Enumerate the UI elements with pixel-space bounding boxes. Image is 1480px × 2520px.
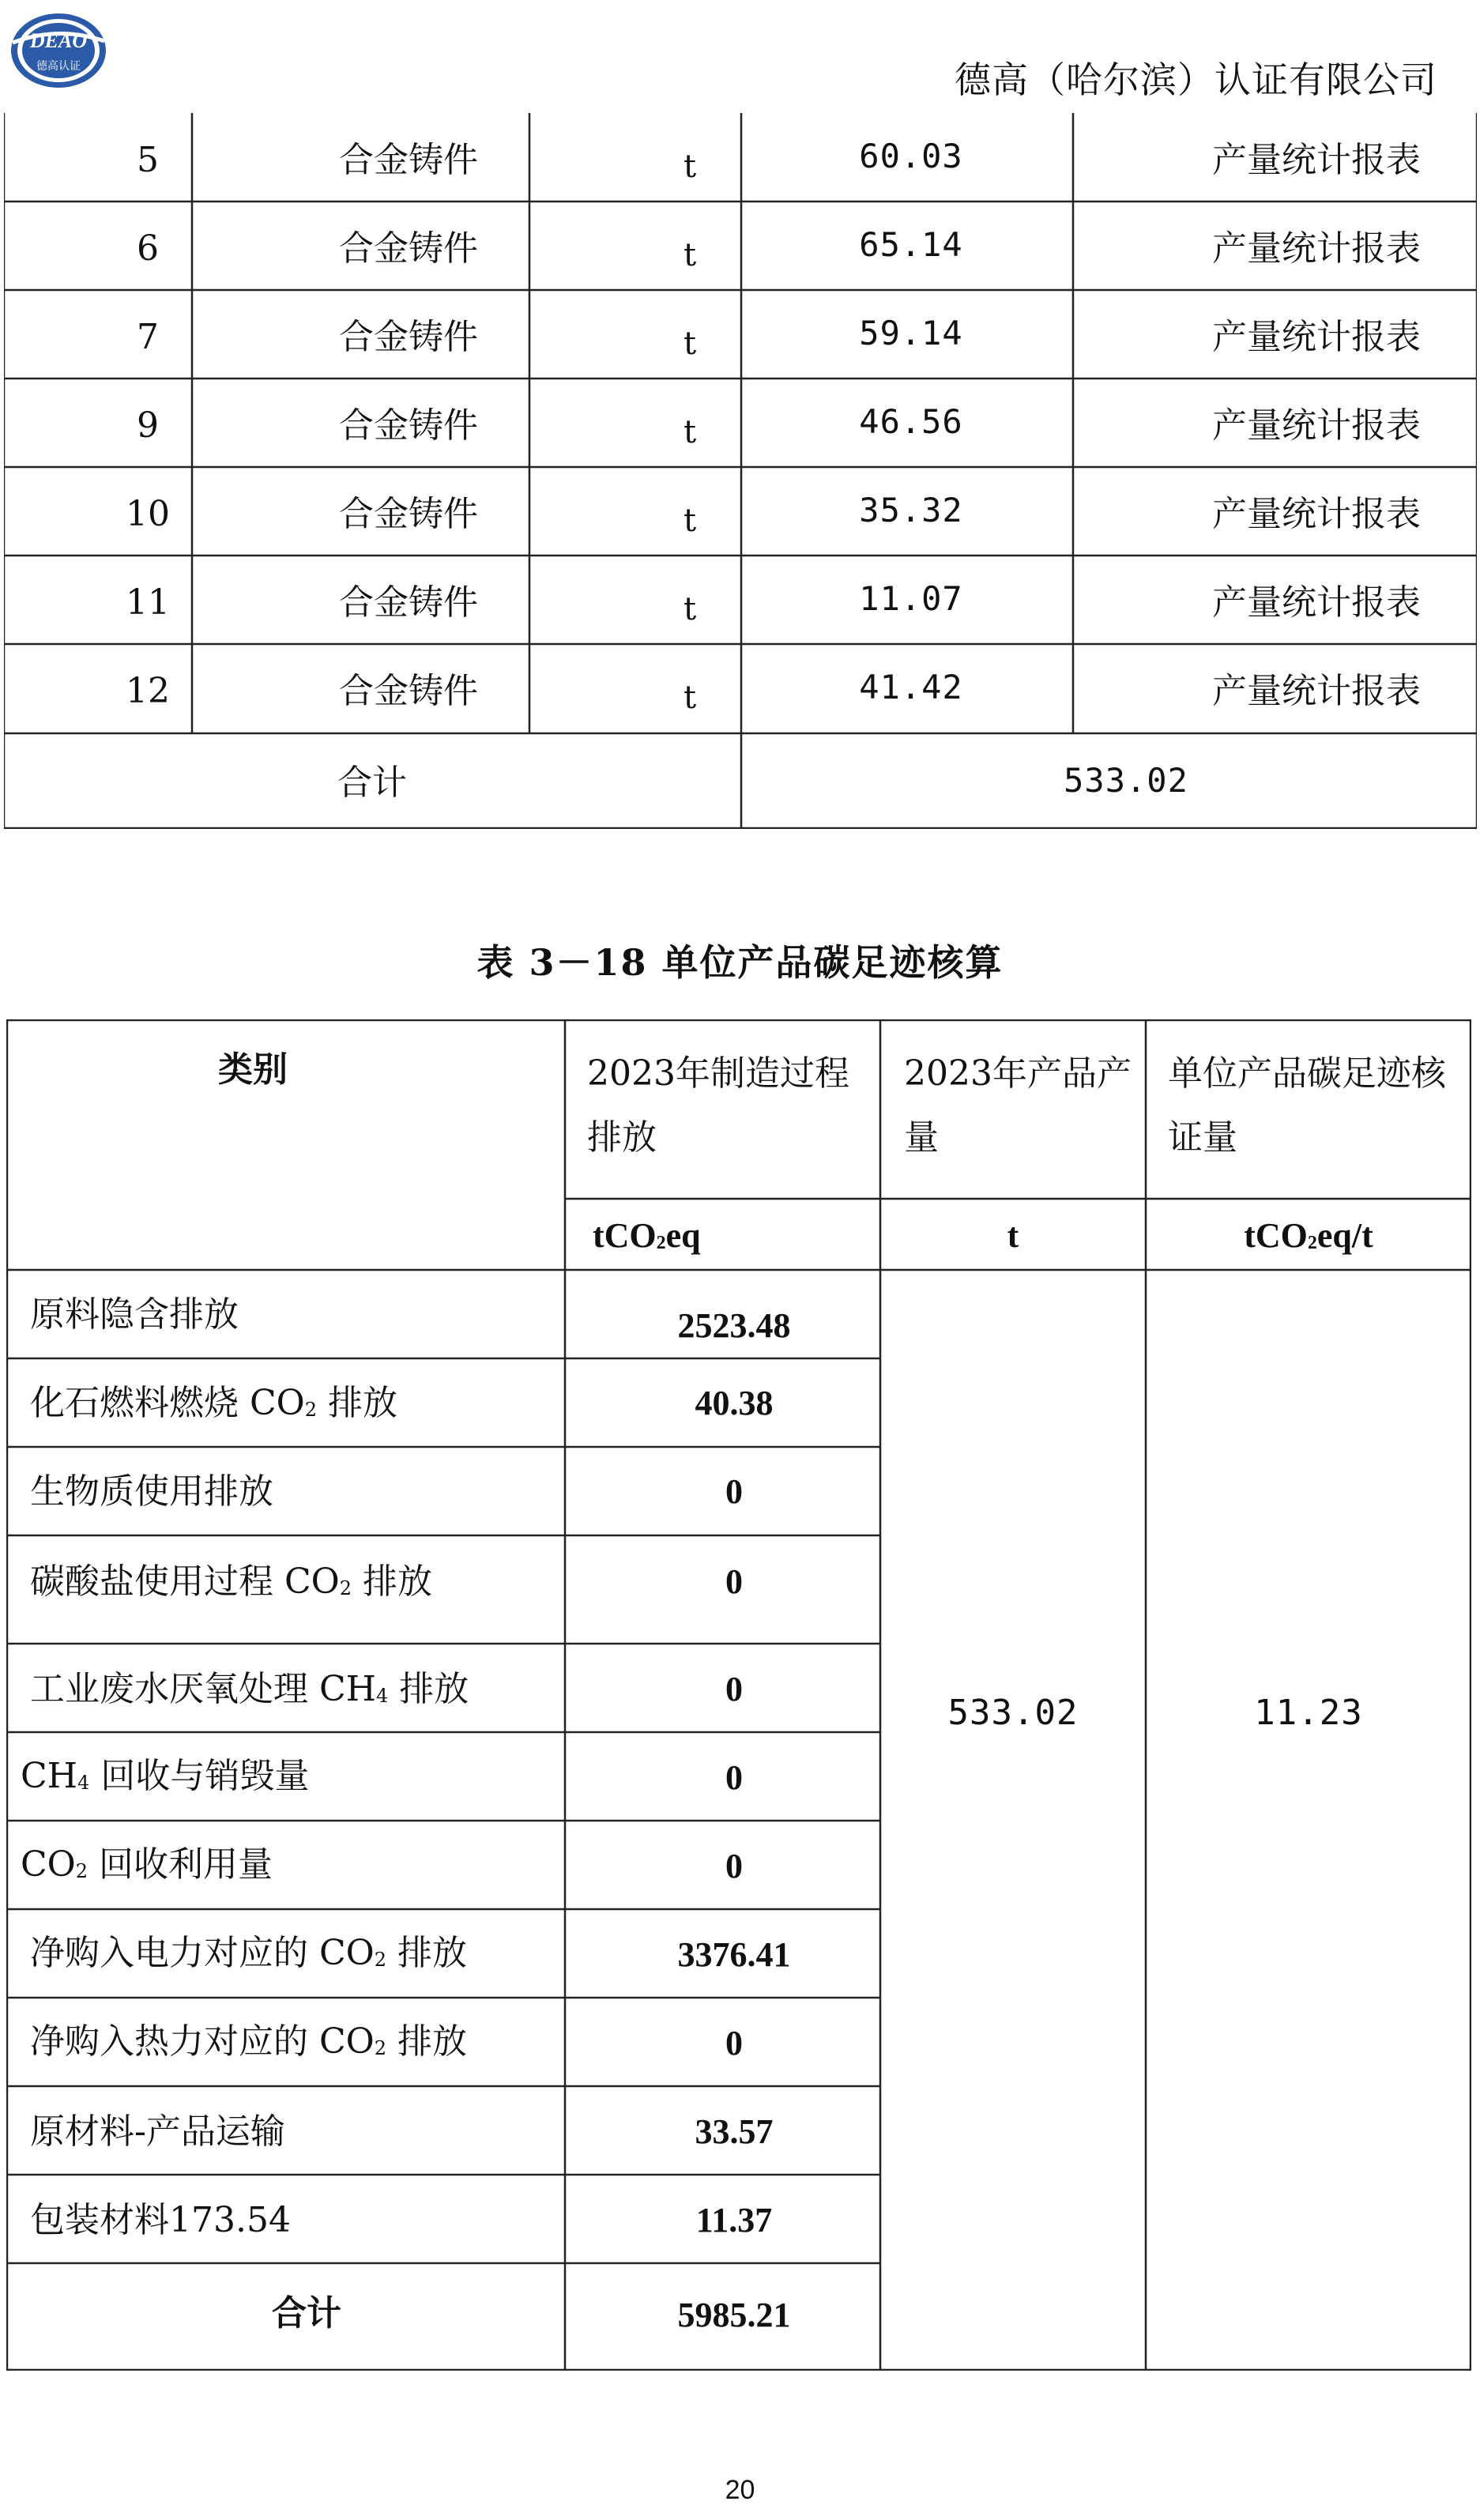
table-row-6-name: 合金铸件 xyxy=(339,228,478,269)
header-footprint: 单位产品碳足迹核证量 xyxy=(1168,1053,1446,1158)
table-row-5-unit: t xyxy=(683,149,697,185)
table-row-5-value: 60.03 xyxy=(859,137,963,175)
category-purchased-heat: 净购入热力对应的 $CO_2$ 排放 xyxy=(30,2021,468,2062)
production-table xyxy=(4,113,1477,829)
table-row-9-no: 9 xyxy=(137,405,159,446)
table-row-5-name: 合金铸件 xyxy=(339,140,478,180)
category-ch4-recovery: $CH_4$ 回收与销毁量 xyxy=(21,1756,310,1796)
table-row-5-source: 产量统计报表 xyxy=(1212,140,1421,180)
page-number: 20 xyxy=(725,2475,755,2505)
table-row-7-source: 产量统计报表 xyxy=(1212,317,1421,357)
emission-ch4-recovery: 0 xyxy=(725,1758,743,1797)
table-row-11-name: 合金铸件 xyxy=(339,582,478,623)
table-row-7-name: 合金铸件 xyxy=(339,317,478,357)
emission-transport: 33.57 xyxy=(695,2112,774,2151)
table-row-12-unit: t xyxy=(683,680,697,716)
category-wastewater-ch4: 工业废水厌氧处理 $CH_4$ 排放 xyxy=(30,1669,469,1709)
table-row-11-source: 产量统计报表 xyxy=(1212,582,1421,623)
header-category: 类别 xyxy=(218,1049,288,1090)
table-row-6-unit: t xyxy=(683,237,697,273)
table-row-12-name: 合金铸件 xyxy=(339,671,478,711)
emission-wastewater-ch4: 0 xyxy=(725,1670,743,1708)
unit-product-footprint: 11.23 xyxy=(1254,1693,1363,1733)
header-emission: 2023年制造过程排放 xyxy=(587,1053,849,1158)
category-purchased-electricity: 净购入电力对应的 $CO_2$ 排放 xyxy=(30,1933,468,1973)
production-table-grid xyxy=(4,113,1477,829)
table-row-11-no: 11 xyxy=(126,582,170,623)
emission-packaging: 11.37 xyxy=(695,2201,773,2239)
category-biomass: 生物质使用排放 xyxy=(30,1471,273,1512)
category-co2-recovery: $CO_2$ 回收利用量 xyxy=(21,1844,273,1885)
emission-purchased-electricity: 3376.41 xyxy=(677,1935,791,1974)
table-row-9-source: 产量统计报表 xyxy=(1212,405,1421,446)
table-row-11-unit: t xyxy=(683,591,697,627)
emission-carbonate-co2: 0 xyxy=(725,1562,743,1601)
table-row-10-value: 35.32 xyxy=(859,491,963,529)
emission-biomass: 0 xyxy=(725,1472,743,1511)
table-row-10-unit: t xyxy=(683,503,697,539)
table-row-6-source: 产量统计报表 xyxy=(1212,228,1421,269)
total-label: 合计 xyxy=(272,2293,341,2334)
table-row-7-unit: t xyxy=(683,326,697,362)
table-row-10-no: 10 xyxy=(126,494,170,534)
table-row-6-value: 65.14 xyxy=(859,225,963,264)
logo-text: DEAO xyxy=(29,29,88,52)
emission-raw-material-embedded: 2523.48 xyxy=(677,1306,791,1345)
unit-output: t xyxy=(1007,1216,1019,1255)
header-output: 2023年产品产量 xyxy=(904,1053,1132,1158)
carbon-footprint-table xyxy=(6,1019,1471,2371)
table-row-6-no: 6 xyxy=(137,228,159,269)
table-row-10-source: 产量统计报表 xyxy=(1212,494,1421,534)
total-emission: 5985.21 xyxy=(677,2296,791,2334)
category-transport: 原材料-产品运输 xyxy=(30,2111,285,2152)
table-row-9-name: 合金铸件 xyxy=(339,405,478,446)
category-raw-material-embedded: 原料隐含排放 xyxy=(30,1294,239,1335)
category-packaging: 包装材料173.54 xyxy=(30,2200,291,2240)
unit-emission: tCO$_2$eq xyxy=(593,1216,701,1255)
table-row-12-value: 41.42 xyxy=(859,668,963,706)
table-row-12-source: 产量统计报表 xyxy=(1212,671,1421,711)
table-row-9-unit: t xyxy=(683,414,697,450)
product-output: 533.02 xyxy=(947,1693,1079,1733)
production-total-value: 533.02 xyxy=(1064,761,1188,800)
table-row-11-value: 11.07 xyxy=(859,579,963,618)
emission-co2-recovery: 0 xyxy=(725,1847,743,1885)
table-row-7-value: 59.14 xyxy=(859,314,963,352)
company-name: 德高（哈尔滨）认证有限公司 xyxy=(955,58,1437,101)
emission-purchased-heat: 0 xyxy=(725,2024,743,2062)
table-caption: 表 3－18 单位产品碳足迹核算 xyxy=(476,941,1004,984)
category-carbonate-co2: 碳酸盐使用过程 $CO_2$ 排放 xyxy=(30,1561,433,1602)
table-row-9-value: 46.56 xyxy=(859,402,963,441)
table-row-5-no: 5 xyxy=(137,140,159,180)
logo-subtext: 德高认证 xyxy=(36,60,81,73)
unit-footprint: tCO$_2$eq/t xyxy=(1244,1216,1373,1255)
table-row-7-no: 7 xyxy=(137,317,159,357)
production-total-label: 合计 xyxy=(337,763,407,803)
company-logo xyxy=(6,9,111,92)
table-row-10-name: 合金铸件 xyxy=(339,494,478,534)
category-fossil-fuel-co2: 化石燃料燃烧 $CO_2$ 排放 xyxy=(30,1383,398,1423)
table-row-12-no: 12 xyxy=(126,671,170,711)
emission-fossil-fuel-co2: 40.38 xyxy=(695,1384,774,1422)
